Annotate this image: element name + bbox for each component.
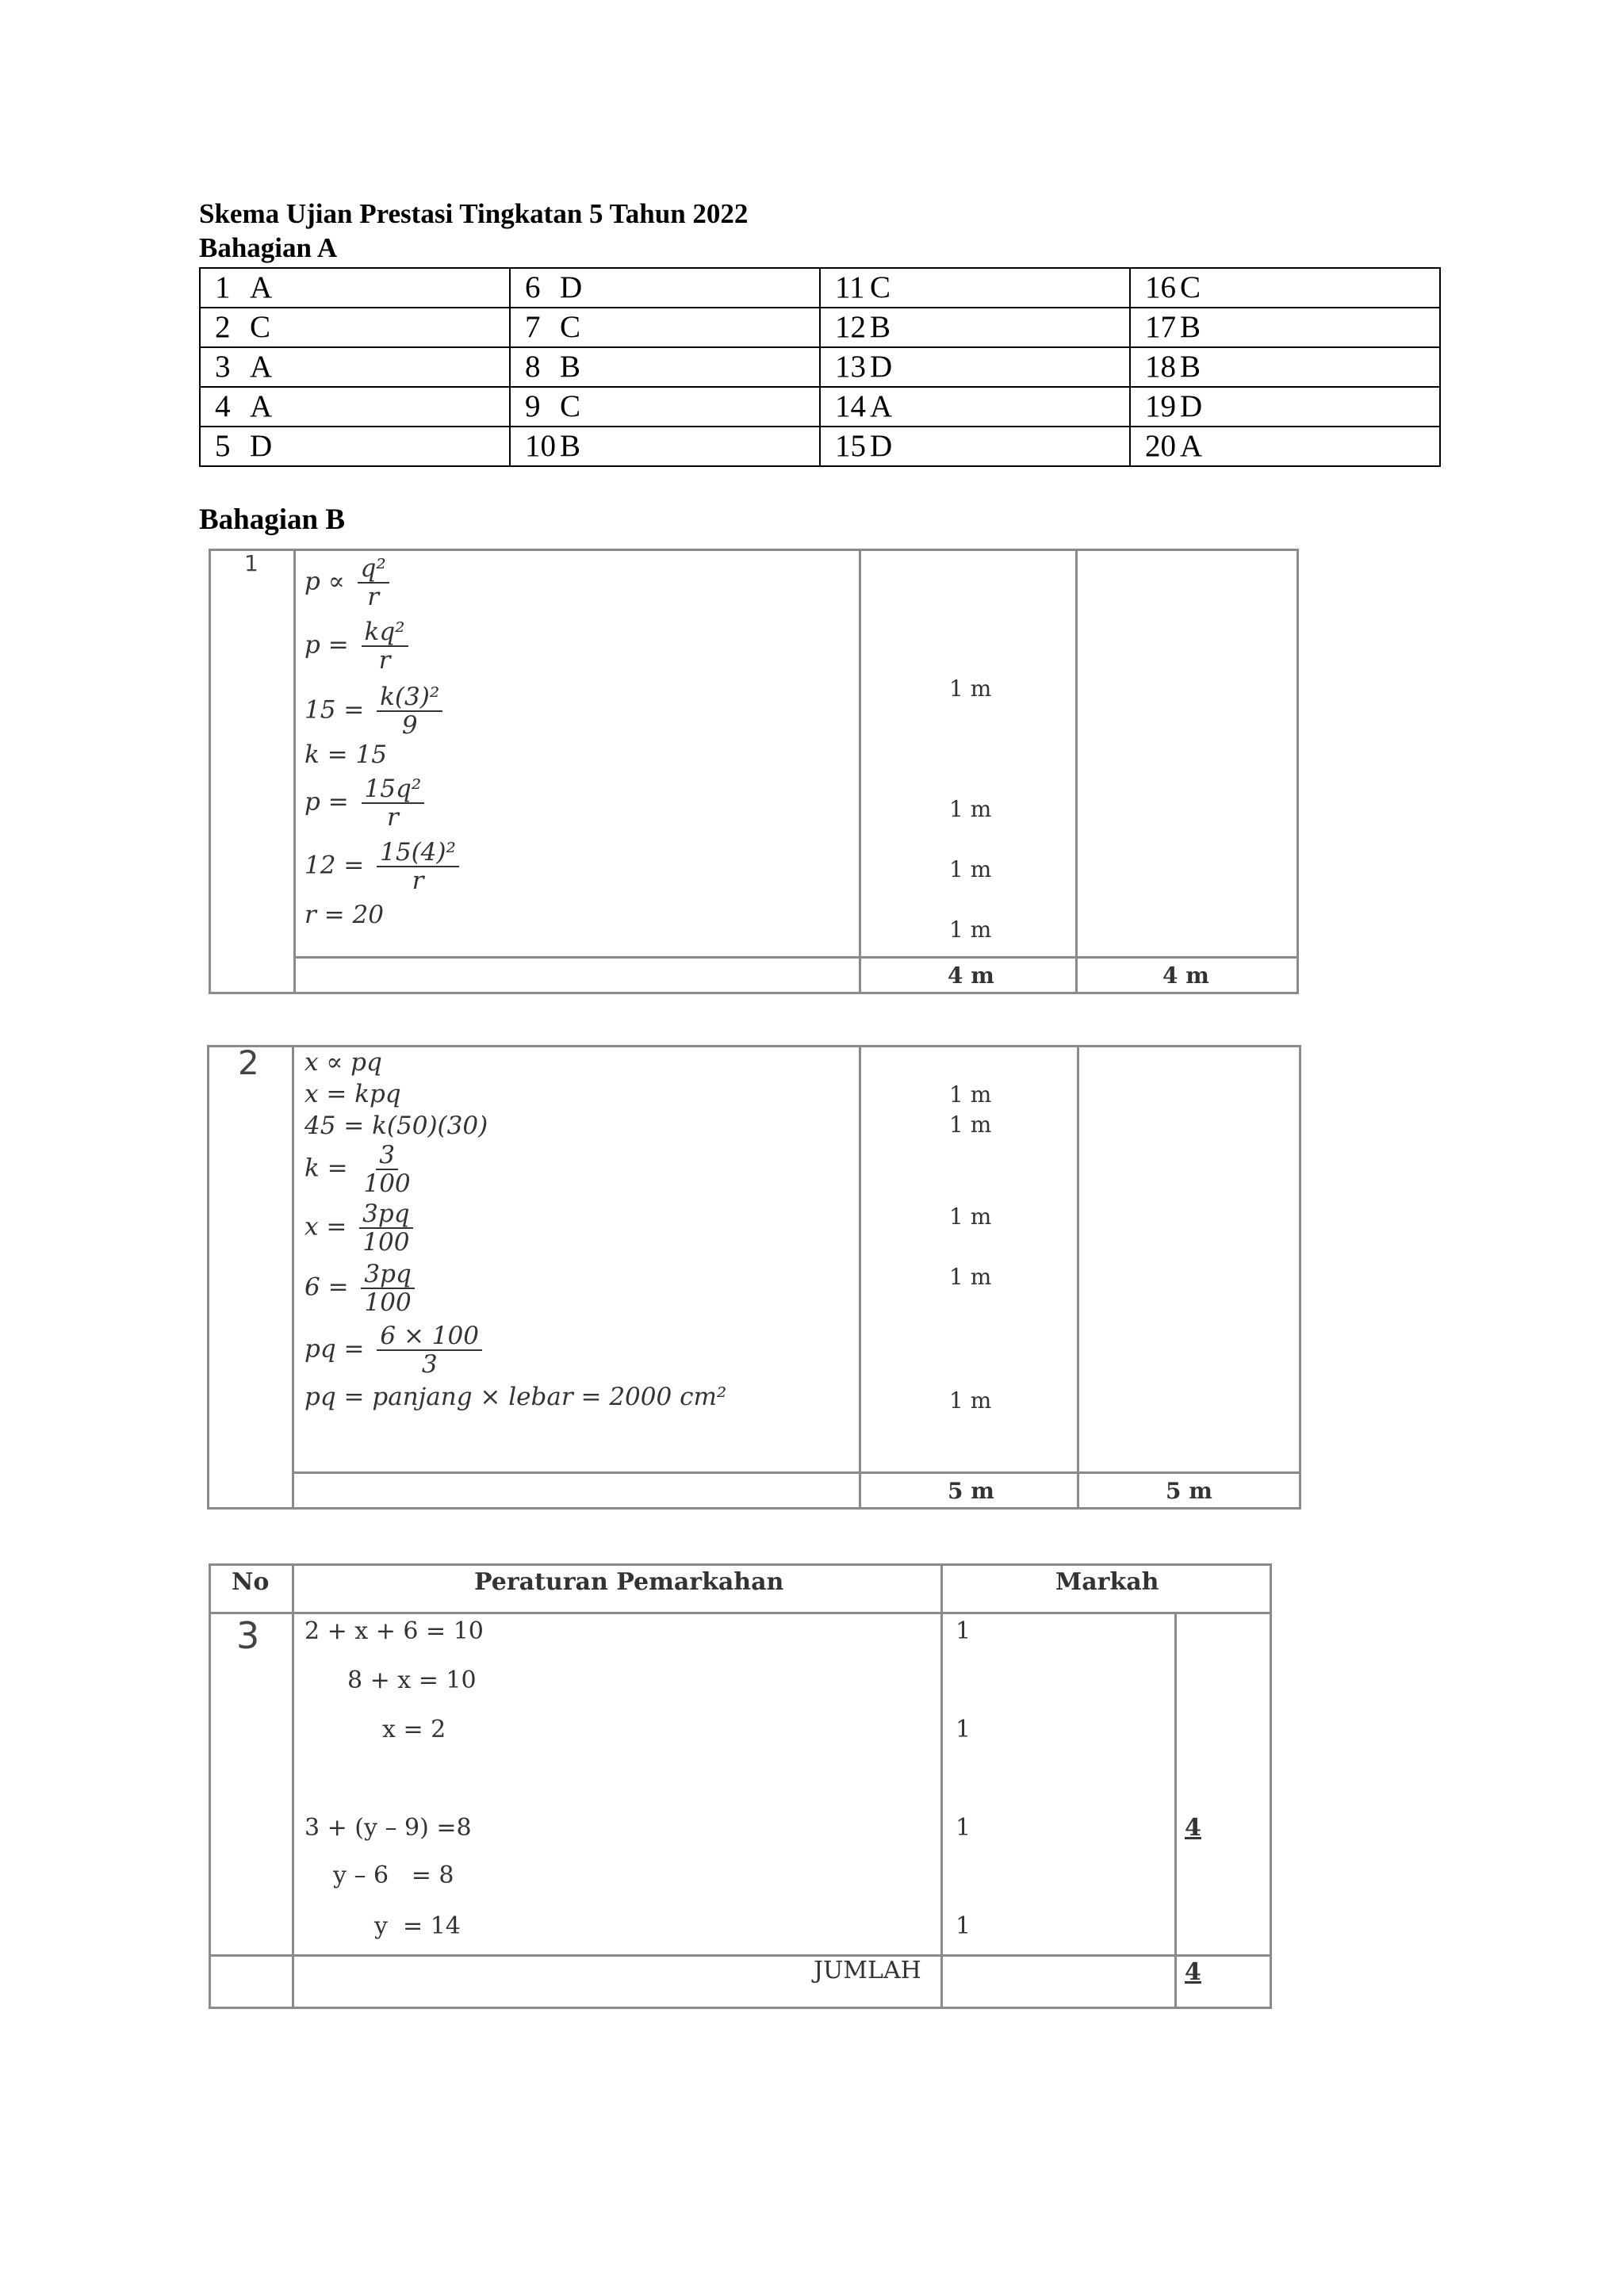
q3-header-rule: Peraturan Pemarkahan	[474, 1568, 784, 1596]
q3-line-1: 2 + x + 6 = 10	[304, 1617, 484, 1645]
q2-mark-3: 1 m	[949, 1203, 992, 1230]
answer-letter: C	[250, 310, 271, 344]
question-number: 18	[1145, 350, 1176, 384]
q3-line-3: x = 2	[382, 1716, 446, 1743]
answer-letter: A	[1180, 429, 1203, 463]
answer-cell	[510, 387, 820, 427]
q3-mark-4: 1	[956, 1912, 971, 1940]
q1-mark-4: 1 m	[949, 916, 992, 943]
q3-jumlah-value: 4	[1185, 1958, 1201, 1986]
answer-cell	[820, 427, 1130, 466]
answer-letter: A	[870, 389, 893, 423]
q1-line-6: 12 = $\frac{\text{15(4)²}}{r}$	[304, 839, 459, 894]
q2-line-1: x ∝ pq	[304, 1048, 382, 1077]
answer-letter: B	[560, 429, 581, 463]
answer-cell	[1130, 268, 1440, 308]
q2-line-5: x = $\frac{3pq}{100}$	[304, 1200, 413, 1256]
answer-cell	[820, 308, 1130, 347]
question-number: 2	[215, 310, 231, 344]
q1-line-5: p = $\frac{\text{15q²}}{r}$	[304, 775, 424, 831]
q1-line-1: p ∝ $\frac{\text{q²}}{r}$	[304, 555, 389, 610]
q1-total-marks-full: 4 m	[1162, 962, 1209, 989]
answer-letter: D	[870, 350, 893, 384]
question-2-number: 2	[238, 1043, 259, 1082]
answer-letter: C	[1180, 270, 1201, 304]
q1-mark-2: 1 m	[949, 796, 992, 822]
q3-mark-2: 1	[956, 1716, 971, 1743]
answer-letter: D	[870, 429, 893, 463]
q3-line-2: 8 + x = 10	[347, 1667, 477, 1694]
q2-line-3: 45 = k(50)(30)	[304, 1112, 488, 1140]
question-number: 5	[215, 429, 231, 463]
answer-cell	[1130, 387, 1440, 427]
answer-letter: C	[870, 270, 891, 304]
q2-mark-5: 1 m	[949, 1387, 992, 1414]
answer-letter: D	[1180, 389, 1203, 423]
q3-line-5: y – 6 = 8	[333, 1862, 454, 1889]
answer-cell	[510, 347, 820, 387]
answer-cell	[510, 427, 820, 466]
answer-cell	[820, 268, 1130, 308]
q2-mark-1: 1 m	[949, 1081, 992, 1108]
document-title: Skema Ujian Prestasi Tingkatan 5 Tahun 2022	[199, 198, 749, 229]
question-number: 20	[1145, 429, 1176, 463]
q1-mark-1: 1 m	[949, 675, 992, 702]
q3-header-marks: Markah	[1055, 1568, 1159, 1596]
answer-letter: C	[560, 310, 581, 344]
q1-line-2: p = $\frac{\text{kq²}}{r}$	[304, 618, 408, 674]
answer-cell	[200, 387, 510, 427]
question-number: 1	[215, 270, 231, 304]
answer-letter: A	[250, 270, 273, 304]
q2-line-4: k = $\frac{3}{100}$	[304, 1141, 411, 1198]
answer-letter: A	[250, 389, 273, 423]
question-number: 3	[215, 350, 231, 384]
answer-cell	[510, 268, 820, 308]
answer-row	[200, 308, 1440, 347]
answer-cell	[820, 387, 1130, 427]
answer-cell	[200, 268, 510, 308]
question-number: 12	[835, 310, 866, 344]
question-number: 13	[835, 350, 866, 384]
answer-letter: B	[1180, 350, 1201, 384]
answer-cell	[1130, 308, 1440, 347]
question-number: 6	[525, 270, 541, 304]
answer-letter: D	[250, 429, 273, 463]
answer-letter: C	[560, 389, 581, 423]
answer-letter: B	[870, 310, 891, 344]
question-1-number: 1	[244, 550, 259, 576]
answer-row	[200, 427, 1440, 466]
q2-mark-4: 1 m	[949, 1264, 992, 1290]
question-3-number: 3	[236, 1614, 260, 1657]
q1-total-marks: 4 m	[948, 962, 994, 989]
question-number: 14	[835, 389, 866, 423]
question-number: 10	[525, 429, 556, 463]
q3-subtotal: 4	[1185, 1814, 1201, 1842]
q2-line-2: x = kpq	[304, 1080, 401, 1108]
answer-row	[200, 347, 1440, 387]
q2-mark-2: 1 m	[949, 1112, 992, 1138]
q1-mark-3: 1 m	[949, 856, 992, 882]
q1-line-7: r = 20	[304, 901, 384, 929]
question-number: 19	[1145, 389, 1176, 423]
q3-line-6: y = 14	[374, 1912, 461, 1940]
answer-row	[200, 268, 1440, 308]
answer-cell	[820, 347, 1130, 387]
section-a-title: Bahagian A	[199, 232, 338, 263]
q2-total-marks: 5 m	[948, 1478, 994, 1504]
section-b-title: Bahagian B	[199, 503, 346, 536]
answer-cell	[200, 347, 510, 387]
answer-cell	[1130, 427, 1440, 466]
answer-cell	[200, 427, 510, 466]
question-number: 8	[525, 350, 541, 384]
question-number: 16	[1145, 270, 1176, 304]
question-number: 4	[215, 389, 231, 423]
question-number: 11	[835, 270, 865, 304]
q2-total-marks-full: 5 m	[1166, 1478, 1212, 1504]
answer-cell	[1130, 347, 1440, 387]
answer-row	[200, 387, 1440, 427]
q2-line-6: 6 = $\frac{3pq}{100}$	[304, 1261, 415, 1316]
question-number: 17	[1145, 310, 1176, 344]
answer-letter: D	[560, 270, 583, 304]
q3-mark-3: 1	[956, 1814, 971, 1842]
q3-jumlah-label: JUMLAH	[814, 1957, 921, 1984]
question-number: 7	[525, 310, 541, 344]
q2-line-7: pq = $\frac{6 \times 100}{3}$	[304, 1322, 482, 1378]
q3-line-4: 3 + (y – 9) =8	[304, 1814, 472, 1842]
q1-line-4: k = 15	[304, 740, 387, 769]
question-number: 15	[835, 429, 866, 463]
answer-cell	[510, 308, 820, 347]
answer-letter: A	[250, 350, 273, 384]
section-a-answer-table	[199, 267, 1441, 467]
answer-cell	[200, 308, 510, 347]
answer-letter: B	[1180, 310, 1201, 344]
q2-line-8: pq = panjang × lebar = 2000 cm²	[304, 1383, 727, 1411]
q3-mark-1: 1	[956, 1617, 971, 1645]
answer-letter: B	[560, 350, 581, 384]
q3-header-no: No	[232, 1568, 270, 1596]
q1-line-3: 15 = $\frac{\text{k(3)²}}{9}$	[304, 683, 442, 739]
question-number: 9	[525, 389, 541, 423]
